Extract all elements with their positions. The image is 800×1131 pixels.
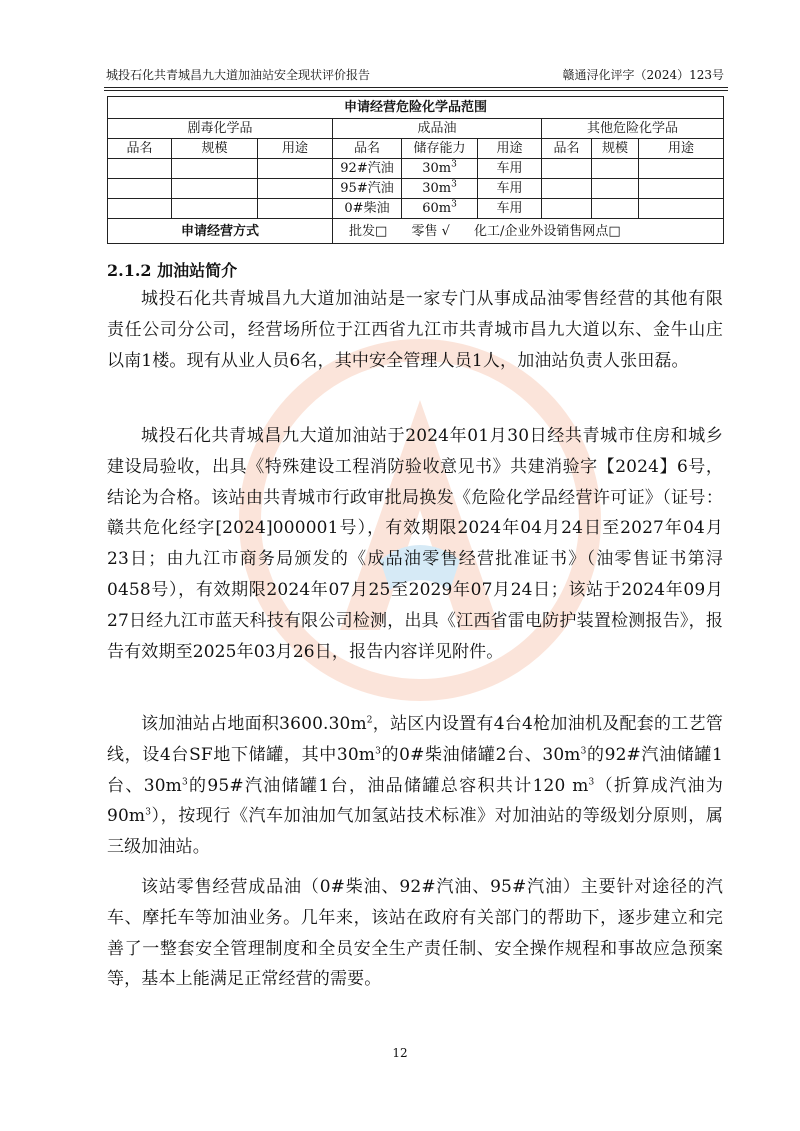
- header-divider-secondary: [104, 90, 728, 91]
- product-name-cell: 92#汽油: [333, 159, 402, 179]
- hazardous-chemicals-scope-table: [107, 96, 724, 244]
- table-row: [108, 179, 724, 199]
- mode-option-chemical-outlet: 化工/企业外设销售网点□: [474, 223, 621, 239]
- capacity-cell: $30m^3$: [402, 179, 478, 199]
- capacity-cell: $30m^3$: [402, 159, 478, 179]
- page-number: 12: [392, 1046, 408, 1060]
- column-header: 规模: [592, 139, 639, 159]
- use-cell: 车用: [478, 159, 542, 179]
- use-cell: 车用: [478, 179, 542, 199]
- paragraph-facilities: 该加油站占地面积$3600.30m^2$，站区内设置有4台4枪加油机及配套的工艺管线，设4台SF地下储罐，其中$30m^3$的0#柴油储罐2台、$30m^3$的92#汽油储罐1台、$30m^3$的95#汽油储罐1台，油品储罐总容积共计120 $m^3$（折算成汽油为$90m^3$），按现行《汽车加油加气加氢站技术标准》对加油站的等级划分原则，属三级加油站。: [107, 714, 724, 858]
- column-header: 用途: [258, 139, 333, 159]
- product-name-cell: 0#柴油: [333, 199, 402, 219]
- business-mode-options: [333, 219, 724, 244]
- group-header-toxic: 剧毒化学品: [108, 119, 333, 139]
- business-mode-label: 申请经营方式: [108, 219, 333, 244]
- product-name-cell: 95#汽油: [333, 179, 402, 199]
- group-header-other: 其他危险化学品: [542, 119, 724, 139]
- paragraph-operations: 该站零售经营成品油（0#柴油、92#汽油、95#汽油）主要针对途径的汽车、摩托车等加油业务。几年来，该站在政府有关部门的帮助下，逐步建立和完善了一整套安全管理制度和全员安全生产责任制、安全操作规程和事故应急预案等，基本上能满足正常经营的需要。: [107, 877, 723, 990]
- paragraph-overview: 城投石化共青城昌九大道加油站是一家专门从事成品油零售经营的其他有限责任公司分公司，经营场所位于江西省九江市共青城市昌九大道以东、金牛山庄以南1楼。现有从业人员6名，其中安全管理人员1人，加油站负责人张田磊。: [107, 289, 723, 371]
- capacity-cell: $60m^3$: [402, 199, 478, 219]
- column-header: 规模: [172, 139, 258, 159]
- table-row: [108, 159, 724, 179]
- column-header: 品名: [542, 139, 592, 159]
- table-title: 申请经营危险化学品范围: [108, 97, 724, 119]
- running-header-title: 城投石化共青城昌九大道加油站安全现状评价报告: [106, 68, 371, 82]
- column-header: 品名: [108, 139, 172, 159]
- table-row: [108, 199, 724, 219]
- group-header-refined-oil: 成品油: [333, 119, 542, 139]
- mode-option-wholesale: 批发□: [349, 223, 388, 239]
- column-header: 用途: [478, 139, 542, 159]
- column-header: 品名: [333, 139, 402, 159]
- column-header: 储存能力: [402, 139, 478, 159]
- mode-option-retail: 零售 √: [411, 223, 450, 239]
- section-heading: 2.1.2 加油站简介: [107, 261, 238, 280]
- running-header-doc-number: 赣通浔化评字（2024）123号: [562, 68, 724, 82]
- paragraph-licenses: 城投石化共青城昌九大道加油站于2024年01月30日经共青城市住房和城乡建设局验收，出具《特殊建设工程消防验收意见书》共建消验字【2024】6号，结论为合格。该站由共青城市行政审批局换发《危险化学品经营许可证》（证号：赣共危化经字[2024]000001号），有效期限2024年04月24日至2027年04月23日；由九江市商务局颁发的《成品油零售经营批准证书》（油零售证书第浔0458号），有效期限2024年07月25至2029年07月24日；该站于2024年09月27日经九江市蓝天科技有限公司检测，出具《江西省雷电防护装置检测报告》，报告有效期至2025年03月26日，报告内容详见附件。: [107, 426, 723, 662]
- use-cell: 车用: [478, 199, 542, 219]
- column-header-row: [108, 139, 724, 159]
- column-header: 用途: [639, 139, 724, 159]
- header-divider: [104, 87, 728, 88]
